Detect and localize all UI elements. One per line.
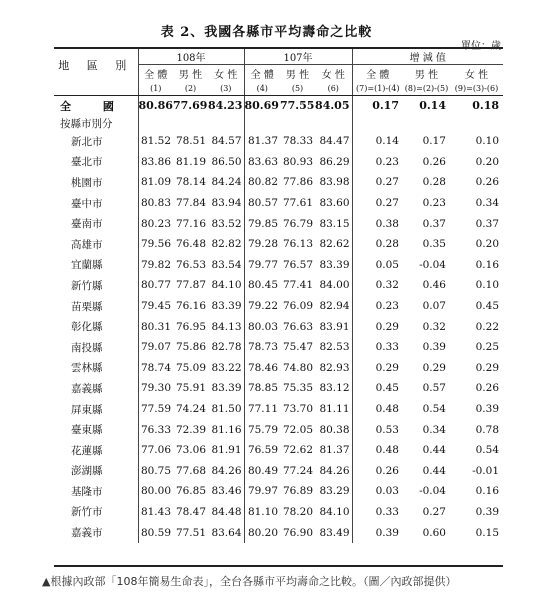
area-header: 地 區 別: [58, 59, 134, 72]
value-cell: 83.12: [319, 382, 350, 395]
header-row-codes: [54, 81, 503, 96]
value-cell: 77.16: [175, 217, 206, 230]
row-label: 臺中市: [71, 197, 103, 210]
value-cell: 83.39: [211, 382, 242, 395]
value-cell: 0.29: [352, 358, 403, 379]
sub-header-4: 全 體: [244, 65, 280, 82]
value-cell: -0.04: [419, 485, 446, 498]
value-cell: 0.18: [472, 99, 500, 112]
value-cell: 84.10: [319, 505, 350, 518]
value-cell: 0.34: [475, 197, 500, 210]
row-label: 澎湖縣: [71, 465, 103, 478]
value-cell: 0.16: [475, 258, 500, 271]
value-cell: 78.46: [244, 358, 280, 379]
value-cell: 75.86: [175, 341, 206, 354]
value-cell: 78.47: [175, 505, 206, 518]
value-cell: 83.22: [211, 361, 242, 374]
value-cell: 77.86: [282, 176, 313, 189]
sub-header-2: 男 性: [178, 69, 203, 81]
value-cell: 79.82: [138, 255, 173, 276]
row-label: 彰化縣: [71, 321, 103, 334]
unit-label: 單位：歲: [461, 41, 501, 52]
value-cell: 84.00: [319, 279, 350, 292]
value-cell: 82.94: [319, 300, 350, 313]
value-cell: 80.82: [244, 172, 280, 193]
value-cell: 0.44: [422, 464, 446, 477]
value-cell: 0.44: [422, 444, 446, 457]
row-label: 新北市: [71, 135, 103, 148]
value-cell: 79.28: [244, 234, 280, 255]
value-cell: 84.57: [211, 135, 242, 148]
value-cell: 0.39: [352, 522, 403, 543]
value-cell: 72.62: [282, 444, 313, 457]
value-cell: 0.33: [352, 337, 403, 358]
value-cell: 0.45: [352, 378, 403, 399]
value-cell: 0.45: [475, 300, 500, 313]
value-cell: 0.28: [352, 234, 403, 255]
value-cell: 86.29: [319, 155, 350, 168]
code-header-7: (7)=(1)-(4): [352, 81, 403, 96]
value-cell: 78.33: [282, 135, 313, 148]
code-header-5: (5): [280, 81, 315, 96]
value-cell: 77.51: [175, 526, 206, 539]
value-cell: 82.93: [319, 361, 350, 374]
value-cell: 83.39: [211, 300, 242, 313]
value-cell: 83.54: [211, 258, 242, 271]
value-cell: 76.53: [175, 258, 206, 271]
row-label: 臺北市: [71, 156, 103, 169]
row-label: 嘉義縣: [71, 382, 103, 395]
value-cell: 80.00: [138, 481, 173, 502]
sub-header-5: 男 性: [285, 69, 310, 81]
sub-header-9: 女 性: [464, 69, 489, 81]
value-cell: 78.51: [175, 135, 206, 148]
value-cell: 80.86: [138, 96, 173, 116]
value-cell: 0.27: [352, 172, 403, 193]
table-title: 表 2、我國各縣市平均壽命之比較: [160, 25, 373, 40]
section-label: 按縣市別分: [60, 117, 113, 130]
table-row: [54, 255, 503, 276]
value-cell: 86.50: [211, 155, 242, 168]
value-cell: 82.62: [319, 238, 350, 251]
sub-header-7: 全 體: [352, 65, 403, 82]
value-cell: 84.26: [319, 464, 350, 477]
value-cell: 0.39: [475, 403, 500, 416]
table-row: [54, 522, 503, 543]
value-cell: 81.37: [244, 131, 280, 152]
value-cell: 0.20: [475, 155, 500, 168]
value-cell: 80.20: [244, 522, 280, 543]
value-cell: 83.29: [319, 485, 350, 498]
value-cell: 74.24: [175, 403, 206, 416]
value-cell: 77.61: [282, 197, 313, 210]
value-cell: 84.13: [211, 320, 242, 333]
value-cell: 76.16: [175, 300, 206, 313]
value-cell: 78.20: [282, 505, 313, 518]
value-cell: 0.29: [422, 361, 446, 374]
value-cell: 83.39: [319, 258, 350, 271]
row-label: 桃園市: [71, 176, 103, 189]
value-cell: 75.79: [244, 419, 280, 440]
value-cell: 80.38: [319, 423, 350, 436]
table-row: [54, 502, 503, 523]
value-cell: 77.84: [175, 197, 206, 210]
table-row: [54, 419, 503, 440]
value-cell: 81.50: [211, 403, 242, 416]
value-cell: 81.11: [319, 403, 350, 416]
value-cell: 0.37: [422, 217, 446, 230]
value-cell: 0.39: [475, 505, 500, 518]
value-cell: 76.33: [138, 419, 173, 440]
row-label: 基隆市: [71, 485, 103, 498]
row-label: 臺南市: [71, 218, 103, 231]
table-row: [54, 440, 503, 461]
value-cell: 77.41: [282, 279, 313, 292]
value-cell: 80.23: [138, 213, 173, 234]
table-row: [54, 358, 503, 379]
code-header-2: (2): [173, 81, 208, 96]
value-cell: 81.43: [138, 502, 173, 523]
value-cell: 0.26: [422, 155, 446, 168]
row-label: 苗栗縣: [71, 300, 103, 313]
value-cell: 0.20: [475, 238, 500, 251]
value-cell: 84.10: [211, 279, 242, 292]
value-cell: 77.69: [173, 99, 208, 112]
value-cell: 0.46: [422, 279, 446, 292]
value-cell: 79.85: [244, 213, 280, 234]
code-header-3: (3): [208, 81, 244, 96]
value-cell: 0.54: [475, 444, 500, 457]
value-cell: 78.74: [138, 358, 173, 379]
section-blank-cell: [352, 115, 403, 131]
total-row: [54, 96, 503, 116]
table-row: [54, 337, 503, 358]
row-label: 高雄市: [71, 238, 103, 251]
value-cell: 0.03: [352, 481, 403, 502]
value-cell: 80.57: [244, 193, 280, 214]
value-cell: 77.87: [175, 279, 206, 292]
value-cell: 0.10: [475, 279, 500, 292]
section-blank-cell: [403, 115, 450, 131]
value-cell: 0.29: [475, 361, 500, 374]
value-cell: 83.52: [211, 217, 242, 230]
value-cell: 81.52: [138, 131, 173, 152]
code-header-blank: [54, 81, 138, 96]
section-blank-cell: [280, 115, 315, 131]
value-cell: 0.60: [422, 526, 446, 539]
table-row: [54, 234, 503, 255]
value-cell: -0.04: [419, 258, 446, 271]
table-row: [54, 481, 503, 502]
value-cell: 0.78: [475, 423, 500, 436]
value-cell: 80.49: [244, 461, 280, 482]
value-cell: 0.27: [422, 505, 446, 518]
value-cell: 0.32: [352, 275, 403, 296]
table-row: [54, 172, 503, 193]
value-cell: 0.10: [475, 135, 500, 148]
row-label: 雲林縣: [71, 362, 103, 375]
value-cell: 72.39: [175, 423, 206, 436]
sub-header-8: 男 性: [414, 69, 439, 81]
value-cell: 79.22: [244, 296, 280, 317]
value-cell: 0.39: [422, 341, 446, 354]
table-row: [54, 296, 503, 317]
value-cell: -0.01: [472, 464, 500, 477]
table-row: [54, 399, 503, 420]
value-cell: 75.47: [282, 341, 313, 354]
value-cell: 77.06: [138, 440, 173, 461]
table-row: [54, 193, 503, 214]
value-cell: 82.82: [211, 238, 242, 251]
value-cell: 77.68: [175, 464, 206, 477]
value-cell: 0.27: [352, 193, 403, 214]
value-cell: 77.59: [138, 399, 173, 420]
value-cell: 74.80: [282, 361, 313, 374]
value-cell: 77.11: [244, 399, 280, 420]
value-cell: 76.79: [282, 217, 313, 230]
sub-header-6: 女 性: [321, 69, 345, 81]
value-cell: 84.48: [211, 505, 242, 518]
value-cell: 0.33: [352, 502, 403, 523]
section-row: [54, 115, 503, 131]
value-cell: 81.91: [211, 444, 242, 457]
row-label: 全 國: [60, 99, 128, 113]
value-cell: 0.23: [352, 152, 403, 173]
value-cell: 0.35: [422, 238, 446, 251]
value-cell: 76.63: [282, 320, 313, 333]
value-cell: 76.09: [282, 300, 313, 313]
value-cell: 79.77: [244, 255, 280, 276]
value-cell: 0.57: [422, 382, 446, 395]
value-cell: 84.23: [208, 99, 243, 112]
value-cell: 83.94: [211, 197, 242, 210]
value-cell: 0.17: [422, 135, 446, 148]
value-cell: 82.53: [319, 341, 350, 354]
value-cell: 78.14: [175, 176, 206, 189]
value-cell: 0.07: [422, 300, 446, 313]
header-row-groups: [54, 49, 503, 65]
value-cell: 83.91: [319, 320, 350, 333]
sub-header-3: 女 性: [214, 69, 238, 81]
value-cell: 76.48: [175, 238, 206, 251]
value-cell: 77.55: [280, 99, 315, 112]
value-cell: 80.31: [138, 316, 173, 337]
row-label: 新竹縣: [71, 279, 103, 292]
value-cell: 0.22: [475, 320, 500, 333]
value-cell: 72.05: [282, 423, 313, 436]
value-cell: 0.28: [422, 176, 446, 189]
section-blank-cell: [450, 115, 503, 131]
group-header-107: 107年: [244, 49, 352, 65]
value-cell: 76.95: [175, 320, 206, 333]
value-cell: 0.34: [422, 423, 446, 436]
value-cell: 78.73: [244, 337, 280, 358]
value-cell: 0.29: [352, 316, 403, 337]
value-cell: 76.13: [282, 238, 313, 251]
code-header-1: (1): [138, 81, 173, 96]
value-cell: 0.38: [352, 213, 403, 234]
value-cell: 78.85: [244, 378, 280, 399]
image-caption: ▲根據內政部「108年簡易生命表」，全台各縣市平均壽命之比較。（圖／內政部提供）: [42, 575, 457, 588]
code-header-6: (6): [315, 81, 352, 96]
value-cell: 83.49: [319, 526, 350, 539]
value-cell: 81.16: [211, 423, 242, 436]
row-label: 花蓮縣: [71, 444, 103, 457]
value-cell: 84.24: [211, 176, 242, 189]
row-label: 南投縣: [71, 341, 103, 354]
section-blank-cell: [173, 115, 208, 131]
sub-header-1: 全 體: [138, 65, 173, 82]
value-cell: 81.37: [319, 444, 350, 457]
section-blank-cell: [244, 115, 280, 131]
table-row: [54, 461, 503, 482]
section-blank-cell: [208, 115, 244, 131]
value-cell: 0.32: [422, 320, 446, 333]
value-cell: 83.86: [138, 152, 173, 173]
table-row: [54, 152, 503, 173]
value-cell: 82.78: [211, 341, 242, 354]
row-label: 新竹市: [71, 506, 103, 519]
table-bottom-rule: [54, 565, 503, 567]
value-cell: 81.19: [175, 155, 206, 168]
value-cell: 0.54: [422, 403, 446, 416]
value-cell: 0.26: [475, 382, 500, 395]
group-header-108: 108年: [138, 49, 244, 65]
row-label: 宜蘭縣: [71, 259, 103, 272]
value-cell: 79.97: [244, 481, 280, 502]
value-cell: 0.26: [352, 461, 403, 482]
value-cell: 76.57: [282, 258, 313, 271]
group-header-diff: 增 減 值: [352, 49, 503, 65]
value-cell: 80.75: [138, 461, 173, 482]
value-cell: 73.06: [175, 444, 206, 457]
value-cell: 76.90: [282, 526, 313, 539]
value-cell: 79.30: [138, 378, 173, 399]
row-label: 臺東縣: [71, 424, 103, 437]
value-cell: 80.77: [138, 275, 173, 296]
value-cell: 79.45: [138, 296, 173, 317]
value-cell: 0.48: [352, 440, 403, 461]
value-cell: 0.17: [352, 96, 403, 116]
value-cell: 0.15: [475, 526, 500, 539]
code-header-8: (8)=(2)-(5): [403, 81, 450, 96]
value-cell: 0.23: [352, 296, 403, 317]
value-cell: 0.37: [475, 217, 500, 230]
row-label: 屏東縣: [71, 403, 103, 416]
value-cell: 77.24: [282, 464, 313, 477]
section-blank-cell: [138, 115, 173, 131]
value-cell: 80.93: [282, 155, 313, 168]
table-row: [54, 131, 503, 152]
table-row: [54, 316, 503, 337]
value-cell: 83.15: [319, 217, 350, 230]
value-cell: 83.60: [319, 197, 350, 210]
section-blank-cell: [315, 115, 352, 131]
value-cell: 0.53: [352, 419, 403, 440]
value-cell: 83.46: [211, 485, 242, 498]
value-cell: 0.26: [475, 176, 500, 189]
table-row: [54, 213, 503, 234]
value-cell: 79.07: [138, 337, 173, 358]
value-cell: 83.98: [319, 176, 350, 189]
value-cell: 80.59: [138, 522, 173, 543]
value-cell: 0.14: [419, 99, 446, 112]
row-label: 嘉義市: [71, 527, 103, 540]
table-row: [54, 275, 503, 296]
value-cell: 80.83: [138, 193, 173, 214]
value-cell: 81.09: [138, 172, 173, 193]
code-header-4: (4): [244, 81, 280, 96]
value-cell: 79.56: [138, 234, 173, 255]
value-cell: 83.63: [244, 152, 280, 173]
value-cell: 0.05: [352, 255, 403, 276]
value-cell: 0.14: [352, 131, 403, 152]
value-cell: 84.47: [319, 135, 350, 148]
value-cell: 0.16: [475, 485, 500, 498]
value-cell: 84.05: [315, 99, 350, 112]
value-cell: 75.35: [282, 382, 313, 395]
value-cell: 81.10: [244, 502, 280, 523]
life-expectancy-table: [54, 49, 503, 543]
value-cell: 80.03: [244, 316, 280, 337]
value-cell: 80.69: [244, 96, 280, 116]
table-row: [54, 378, 503, 399]
value-cell: 75.09: [175, 361, 206, 374]
value-cell: 0.25: [475, 341, 500, 354]
code-header-9: (9)=(3)-(6): [450, 81, 503, 96]
value-cell: 73.70: [282, 403, 313, 416]
value-cell: 84.26: [211, 464, 242, 477]
value-cell: 80.45: [244, 275, 280, 296]
value-cell: 83.64: [211, 526, 242, 539]
value-cell: 76.59: [244, 440, 280, 461]
value-cell: 0.23: [422, 197, 446, 210]
value-cell: 0.48: [352, 399, 403, 420]
value-cell: 76.85: [175, 485, 206, 498]
value-cell: 76.89: [282, 485, 313, 498]
value-cell: 75.91: [175, 382, 206, 395]
